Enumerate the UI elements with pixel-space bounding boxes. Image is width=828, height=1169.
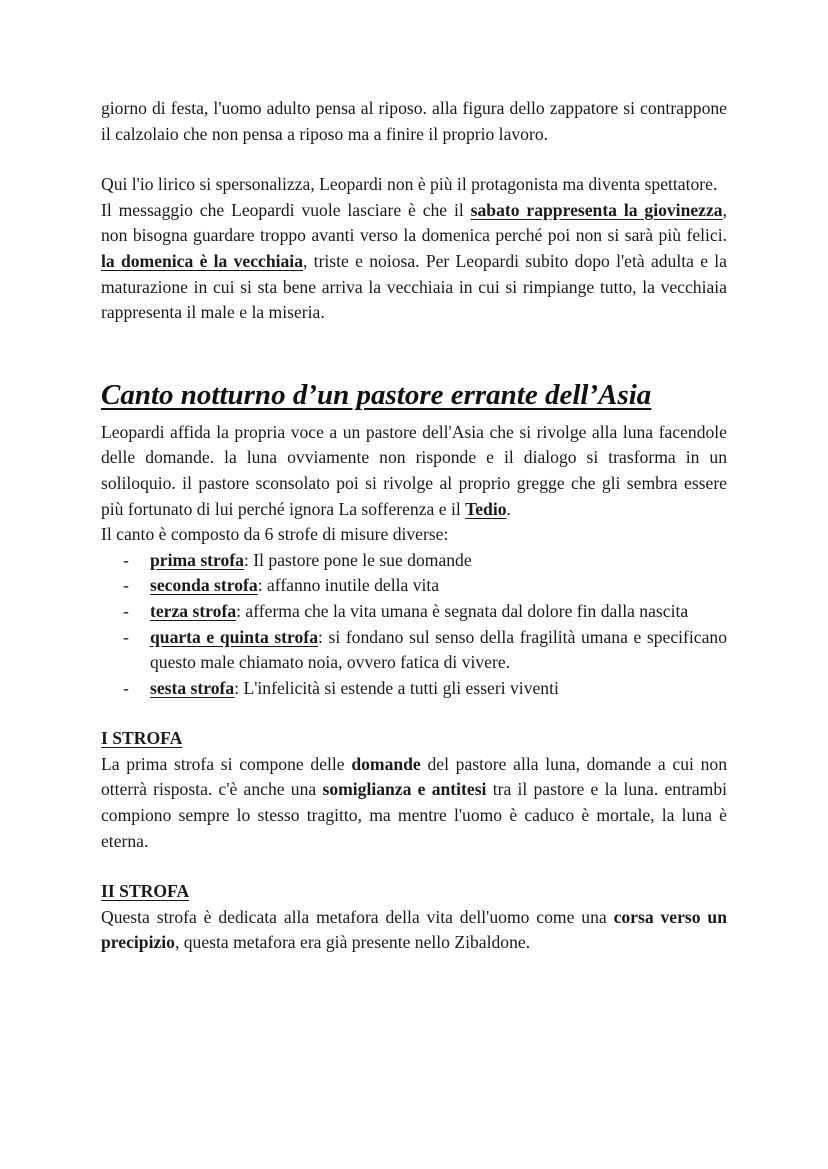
document-page bbox=[101, 96, 727, 956]
strofa-1-paragraph bbox=[101, 752, 727, 854]
emphasis-corsa: corsa verso un precipizio bbox=[101, 906, 727, 953]
list-item bbox=[101, 625, 727, 676]
list-item bbox=[101, 573, 727, 599]
strofa-2-heading: II STROFA bbox=[101, 881, 190, 902]
canto-p1-text-c: . bbox=[506, 498, 511, 519]
bullet-dash: - bbox=[123, 626, 129, 647]
strofe-list bbox=[101, 548, 727, 702]
strofa-label: sesta strofa bbox=[150, 677, 235, 698]
emphasis-tedio: Tedio bbox=[465, 498, 507, 519]
intro-paragraph-2: Qui l'io lirico si spersonalizza, Leopardi non è più il protagonista ma diventa spettatore. bbox=[101, 174, 718, 195]
list-item bbox=[101, 599, 727, 625]
bullet-dash: - bbox=[123, 600, 129, 621]
intro-p3-text-e: , triste e noiosa. Per Leopardi subito dopo l'età adulta e la maturazione in cui si sta bene arriva la vecchiaia in cui si rimpiange tutto, la vecchiaia rappresenta il male e la miseria. bbox=[101, 250, 727, 323]
strofa-label: prima strofa bbox=[150, 549, 244, 570]
strofa-text: : L'infelicità si estende a tutti gli esseri viventi bbox=[234, 677, 559, 698]
canto-p1-text-a: Leopardi affida la propria voce a un pastore dell'Asia che si rivolge alla luna facendole delle domande. la luna ovviamente non risponde e il dialogo si trasforma in un soliloquio. il pastore sconsolato poi si rivolge al proprio gregge che gli sembra essere più fortunato di lui perché ignora La sofferenza e il bbox=[101, 421, 727, 519]
strofa-1-text-2: del pastore alla luna, domande a cui non otterrà risposta. c'è anche una bbox=[101, 753, 727, 800]
emphasis-somiglianza: somiglianza e antitesi bbox=[322, 779, 487, 800]
strofa-2-text-2: , questa metafora era già presente nello Zibaldone. bbox=[174, 932, 531, 953]
emphasis-domande: domande bbox=[351, 753, 421, 774]
bullet-dash: - bbox=[123, 549, 129, 570]
emphasis-domenica: la domenica è la vecchiaia bbox=[101, 250, 303, 271]
strofa-text: : affanno inutile della vita bbox=[257, 575, 440, 596]
emphasis-sabato: sabato rappresenta la giovinezza bbox=[470, 199, 723, 220]
strofa-text: : afferma che la vita umana è segnata dal dolore fin dalla nascita bbox=[236, 600, 689, 621]
strofa-2-paragraph bbox=[101, 905, 727, 956]
strofa-2-text-1: Questa strofa è dedicata alla metafora della vita dell'uomo come una bbox=[101, 906, 614, 927]
strofa-label: seconda strofa bbox=[150, 575, 258, 596]
bullet-dash: - bbox=[123, 677, 129, 698]
intro-p3-text-c: , non bisogna guardare troppo avanti verso la domenica perché poi non si sarà più felici. bbox=[101, 199, 727, 246]
list-item bbox=[101, 676, 727, 702]
section-title: Canto notturno d’un pastore errante dell’Asia bbox=[101, 378, 652, 411]
strofa-text: : Il pastore pone le sue domande bbox=[243, 549, 472, 570]
intro-p3-text-a: Il messaggio che Leopardi vuole lasciare è che il bbox=[101, 199, 471, 220]
strofa-1-text-3: tra il pastore e la luna. entrambi compiono sempre lo stesso tragitto, ma mentre l'uomo è caduco è mortale, la luna è eterna. bbox=[101, 779, 728, 851]
intro-paragraph-1: giorno di festa, l'uomo adulto pensa al riposo. alla figura dello zappatore si contrappone il calzolaio che non pensa a riposo ma a finire il proprio lavoro. bbox=[101, 98, 727, 144]
strofa-label: quarta e quinta strofa bbox=[150, 626, 318, 647]
intro-paragraph-3 bbox=[101, 198, 727, 326]
strofa-label: terza strofa bbox=[150, 600, 237, 621]
bullet-dash: - bbox=[123, 575, 129, 596]
strofa-1-text-1: La prima strofa si compone delle bbox=[101, 753, 352, 774]
canto-paragraph-1 bbox=[101, 420, 727, 522]
canto-paragraph-2: Il canto è composto da 6 strofe di misure diverse: bbox=[101, 524, 449, 545]
strofa-text: : si fondano sul senso della fragilità umana e specificano questo male chiamato noia, ovvero fatica di vivere. bbox=[150, 626, 727, 673]
strofa-1-heading: I STROFA bbox=[101, 728, 183, 749]
list-item bbox=[101, 548, 727, 574]
